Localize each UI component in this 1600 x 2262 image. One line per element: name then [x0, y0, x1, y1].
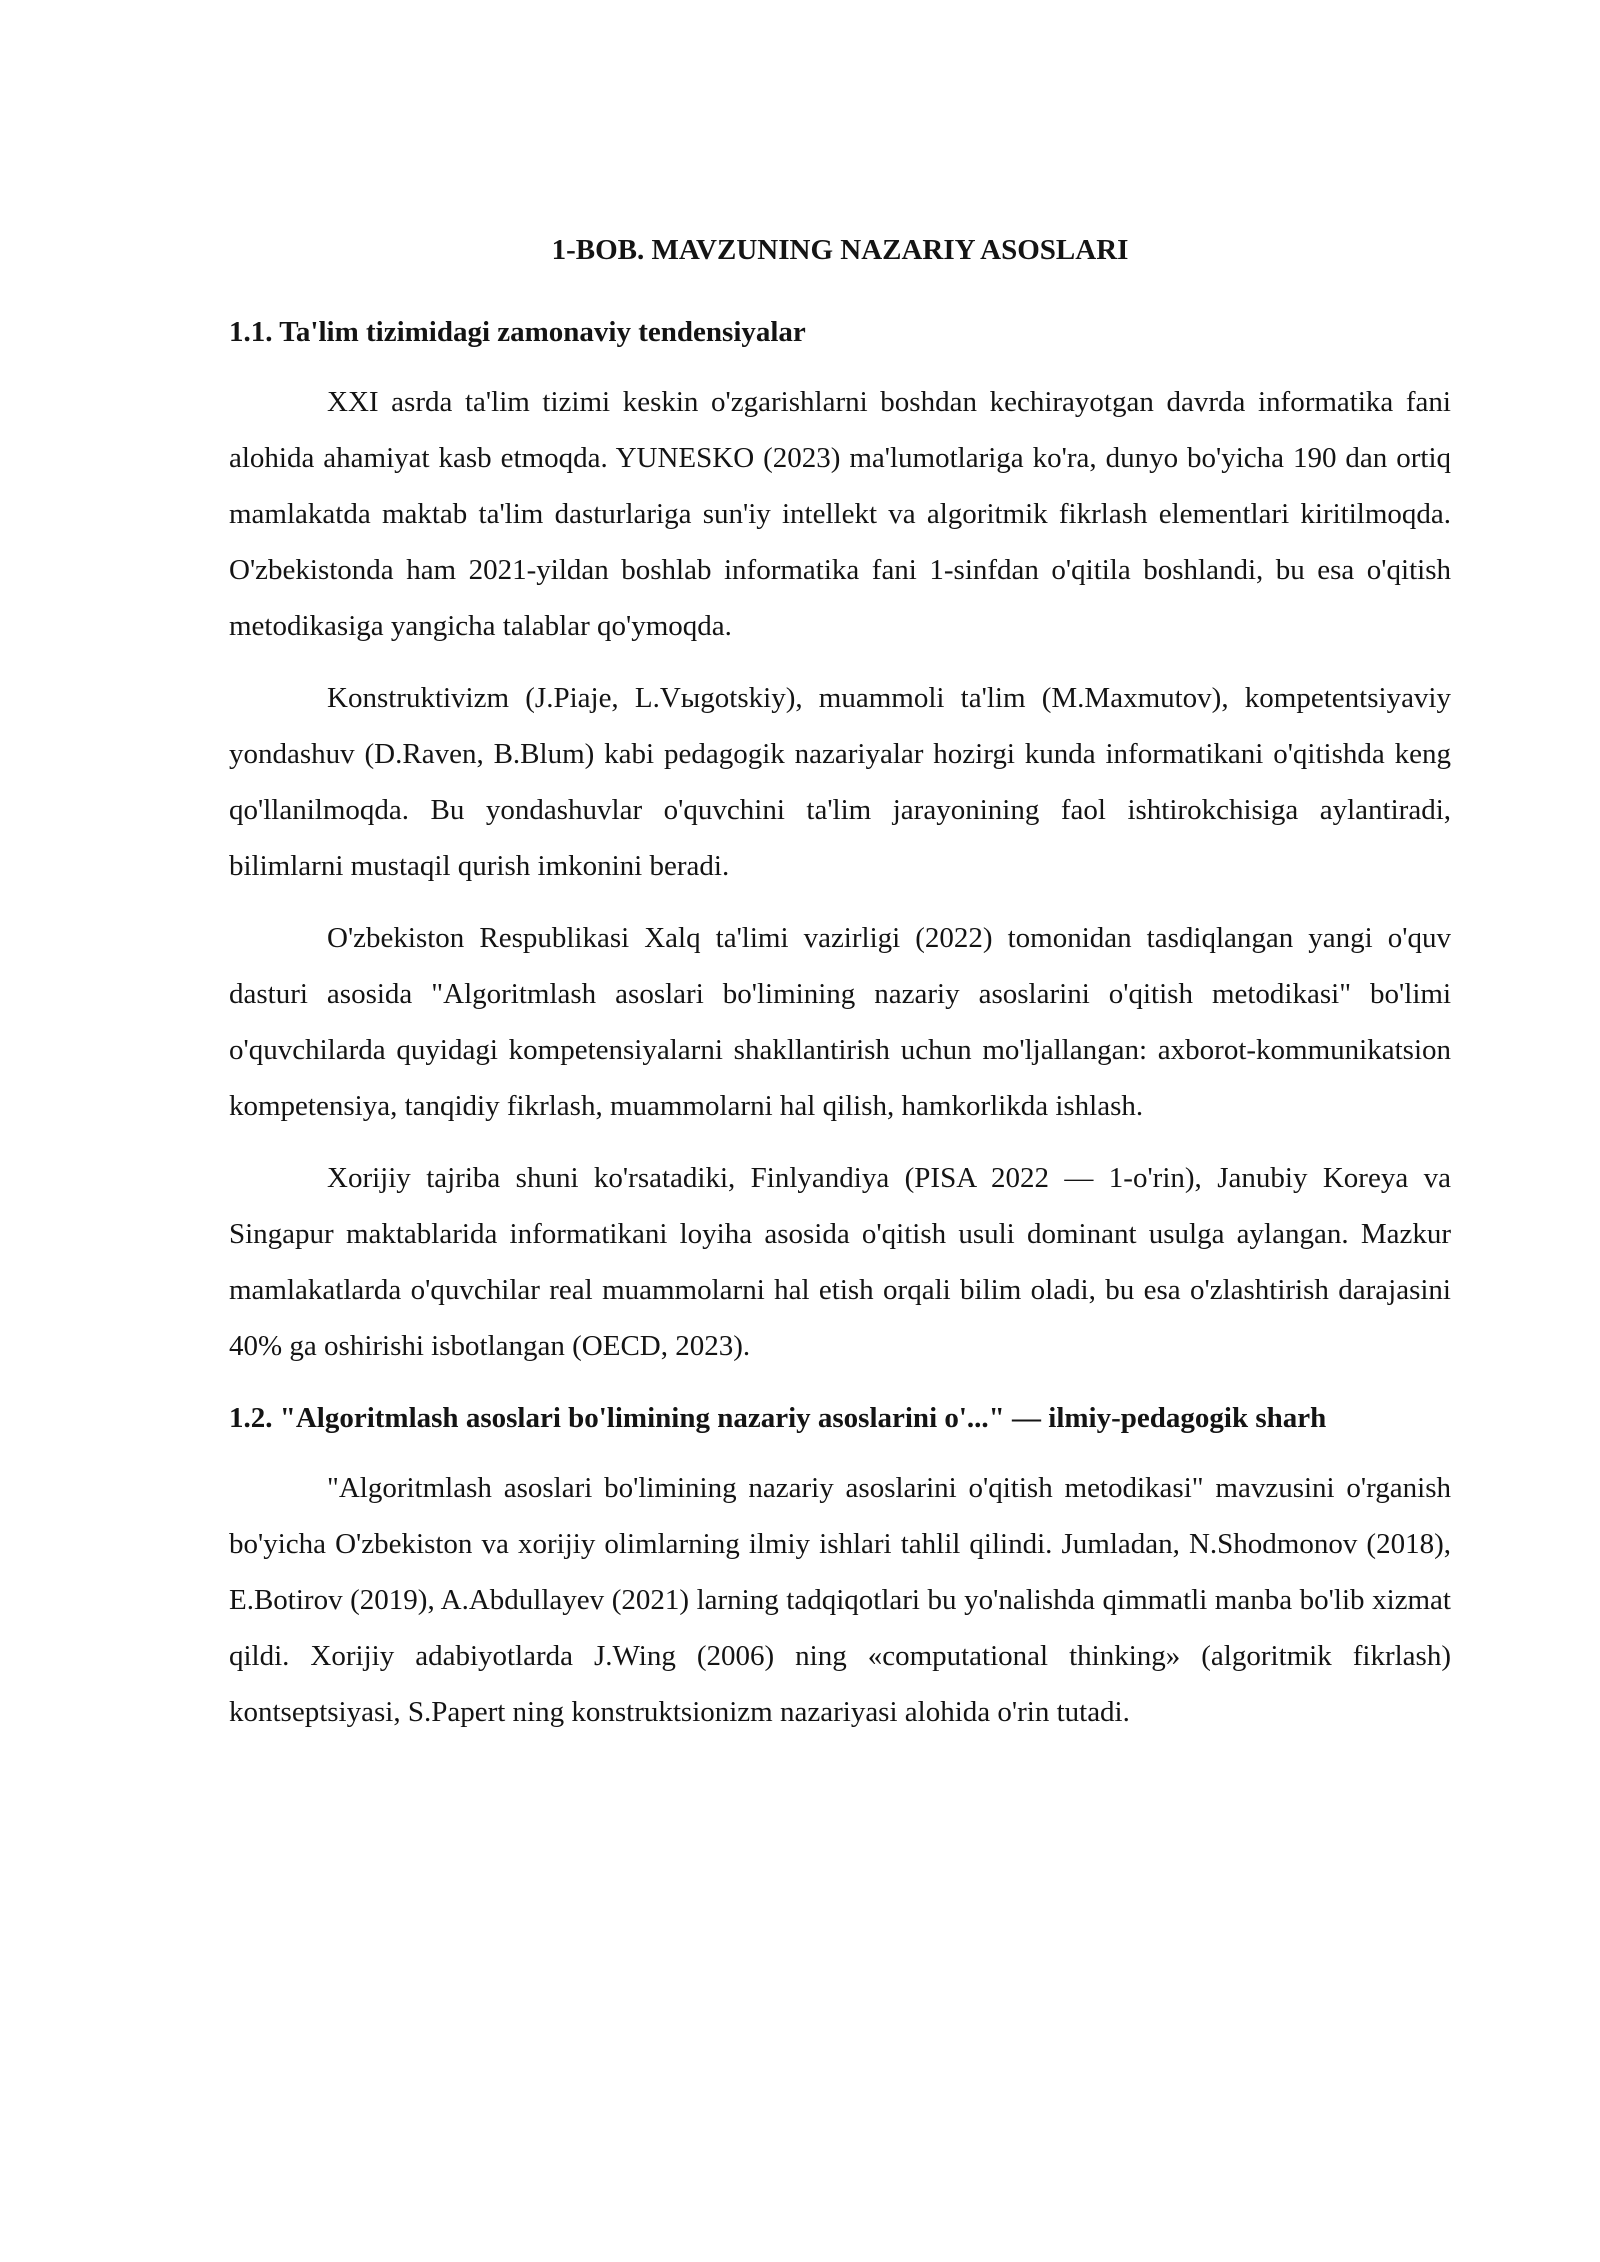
paragraph: O'zbekiston Respublikasi Xalq ta'limi vazirligi (2022) tomonidan tasdiqlangan yangi o'quv dasturi asosida "Algoritmlash asoslari bo'limining nazariy asoslarini o'qitish metodikasi" bo'limi o'quvchilarda quyidagi kompetensiyalarni shakllantirish uchun mo'ljallangan: axborot-kommunikatsion kompetensiya, tanqidiy fikrlash, muammolarni hal qilish, hamkorlikda ishlash. [229, 922, 1451, 1122]
section-heading-1-1: 1.1. Ta'lim tizimidagi zamonaviy tendensiyalar [229, 316, 806, 348]
paragraph: Konstruktivizm (J.Piaje, L.Vыgotskiy), muammoli ta'lim (M.Maxmutov), kompetentsiyaviy yondashuv (D.Raven, B.Blum) kabi pedagogik nazariyalar hozirgi kunda informatikani o'qitishda keng qo'llanilmoqda. Bu yondashuvlar o'quvchini ta'lim jarayonining faol ishtirokchisiga aylantiradi, bilimlarni mustaqil qurish imkonini beradi. [229, 682, 1451, 882]
chapter-title: 1-BOB. MAVZUNING NAZARIY ASOSLARI [551, 234, 1129, 266]
document-page [229, 222, 1451, 1756]
paragraph: "Algoritmlash asoslari bo'limining nazariy asoslarini o'qitish metodikasi" mavzusini o'rganish bo'yicha O'zbekiston va xorijiy olimlarning ilmiy ishlari tahlil qilindi. Jumladan, N.Shodmonov (2018), E.Botirov (2019), A.Abdullayev (2021) larning tadqiqotlari bu yo'nalishda qimmatli manba bo'lib xizmat qildi. Xorijiy adabiyotlarda J.Wing (2006) ning «computational thinking» (algoritmik fikrlash) kontseptsiyasi, S.Papert ning konstruktsionizm nazariyasi alohida o'rin tutadi. [229, 1472, 1451, 1728]
section-heading-1-2: 1.2. "Algoritmlash asoslari bo'limining nazariy asoslarini o'..." — ilmiy-pedagogik sharh [229, 1402, 1327, 1434]
paragraph: Xorijiy tajriba shuni ko'rsatadiki, Finlyandiya (PISA 2022 — 1-o'rin), Janubiy Koreya va Singapur maktablarida informatikani loyiha asosida o'qitish usuli dominant usulga aylangan. Mazkur mamlakatlarda o'quvchilar real muammolarni hal etish orqali bilim oladi, bu esa o'zlashtirish darajasini 40% ga oshirishi isbotlangan (OECD, 2023). [229, 1162, 1451, 1362]
paragraph: XXI asrda ta'lim tizimi keskin o'zgarishlarni boshdan kechirayotgan davrda informatika fani alohida ahamiyat kasb etmoqda. YUNESKO (2023) ma'lumotlariga ko'ra, dunyo bo'yicha 190 dan ortiq mamlakatda maktab ta'lim dasturlariga sun'iy intellekt va algoritmik fikrlash elementlari kiritilmoqda. O'zbekistonda ham 2021-yildan boshlab informatika fani 1-sinfdan o'qitila boshlandi, bu esa o'qitish metodikasiga yangicha talablar qo'ymoqda. [229, 386, 1451, 642]
